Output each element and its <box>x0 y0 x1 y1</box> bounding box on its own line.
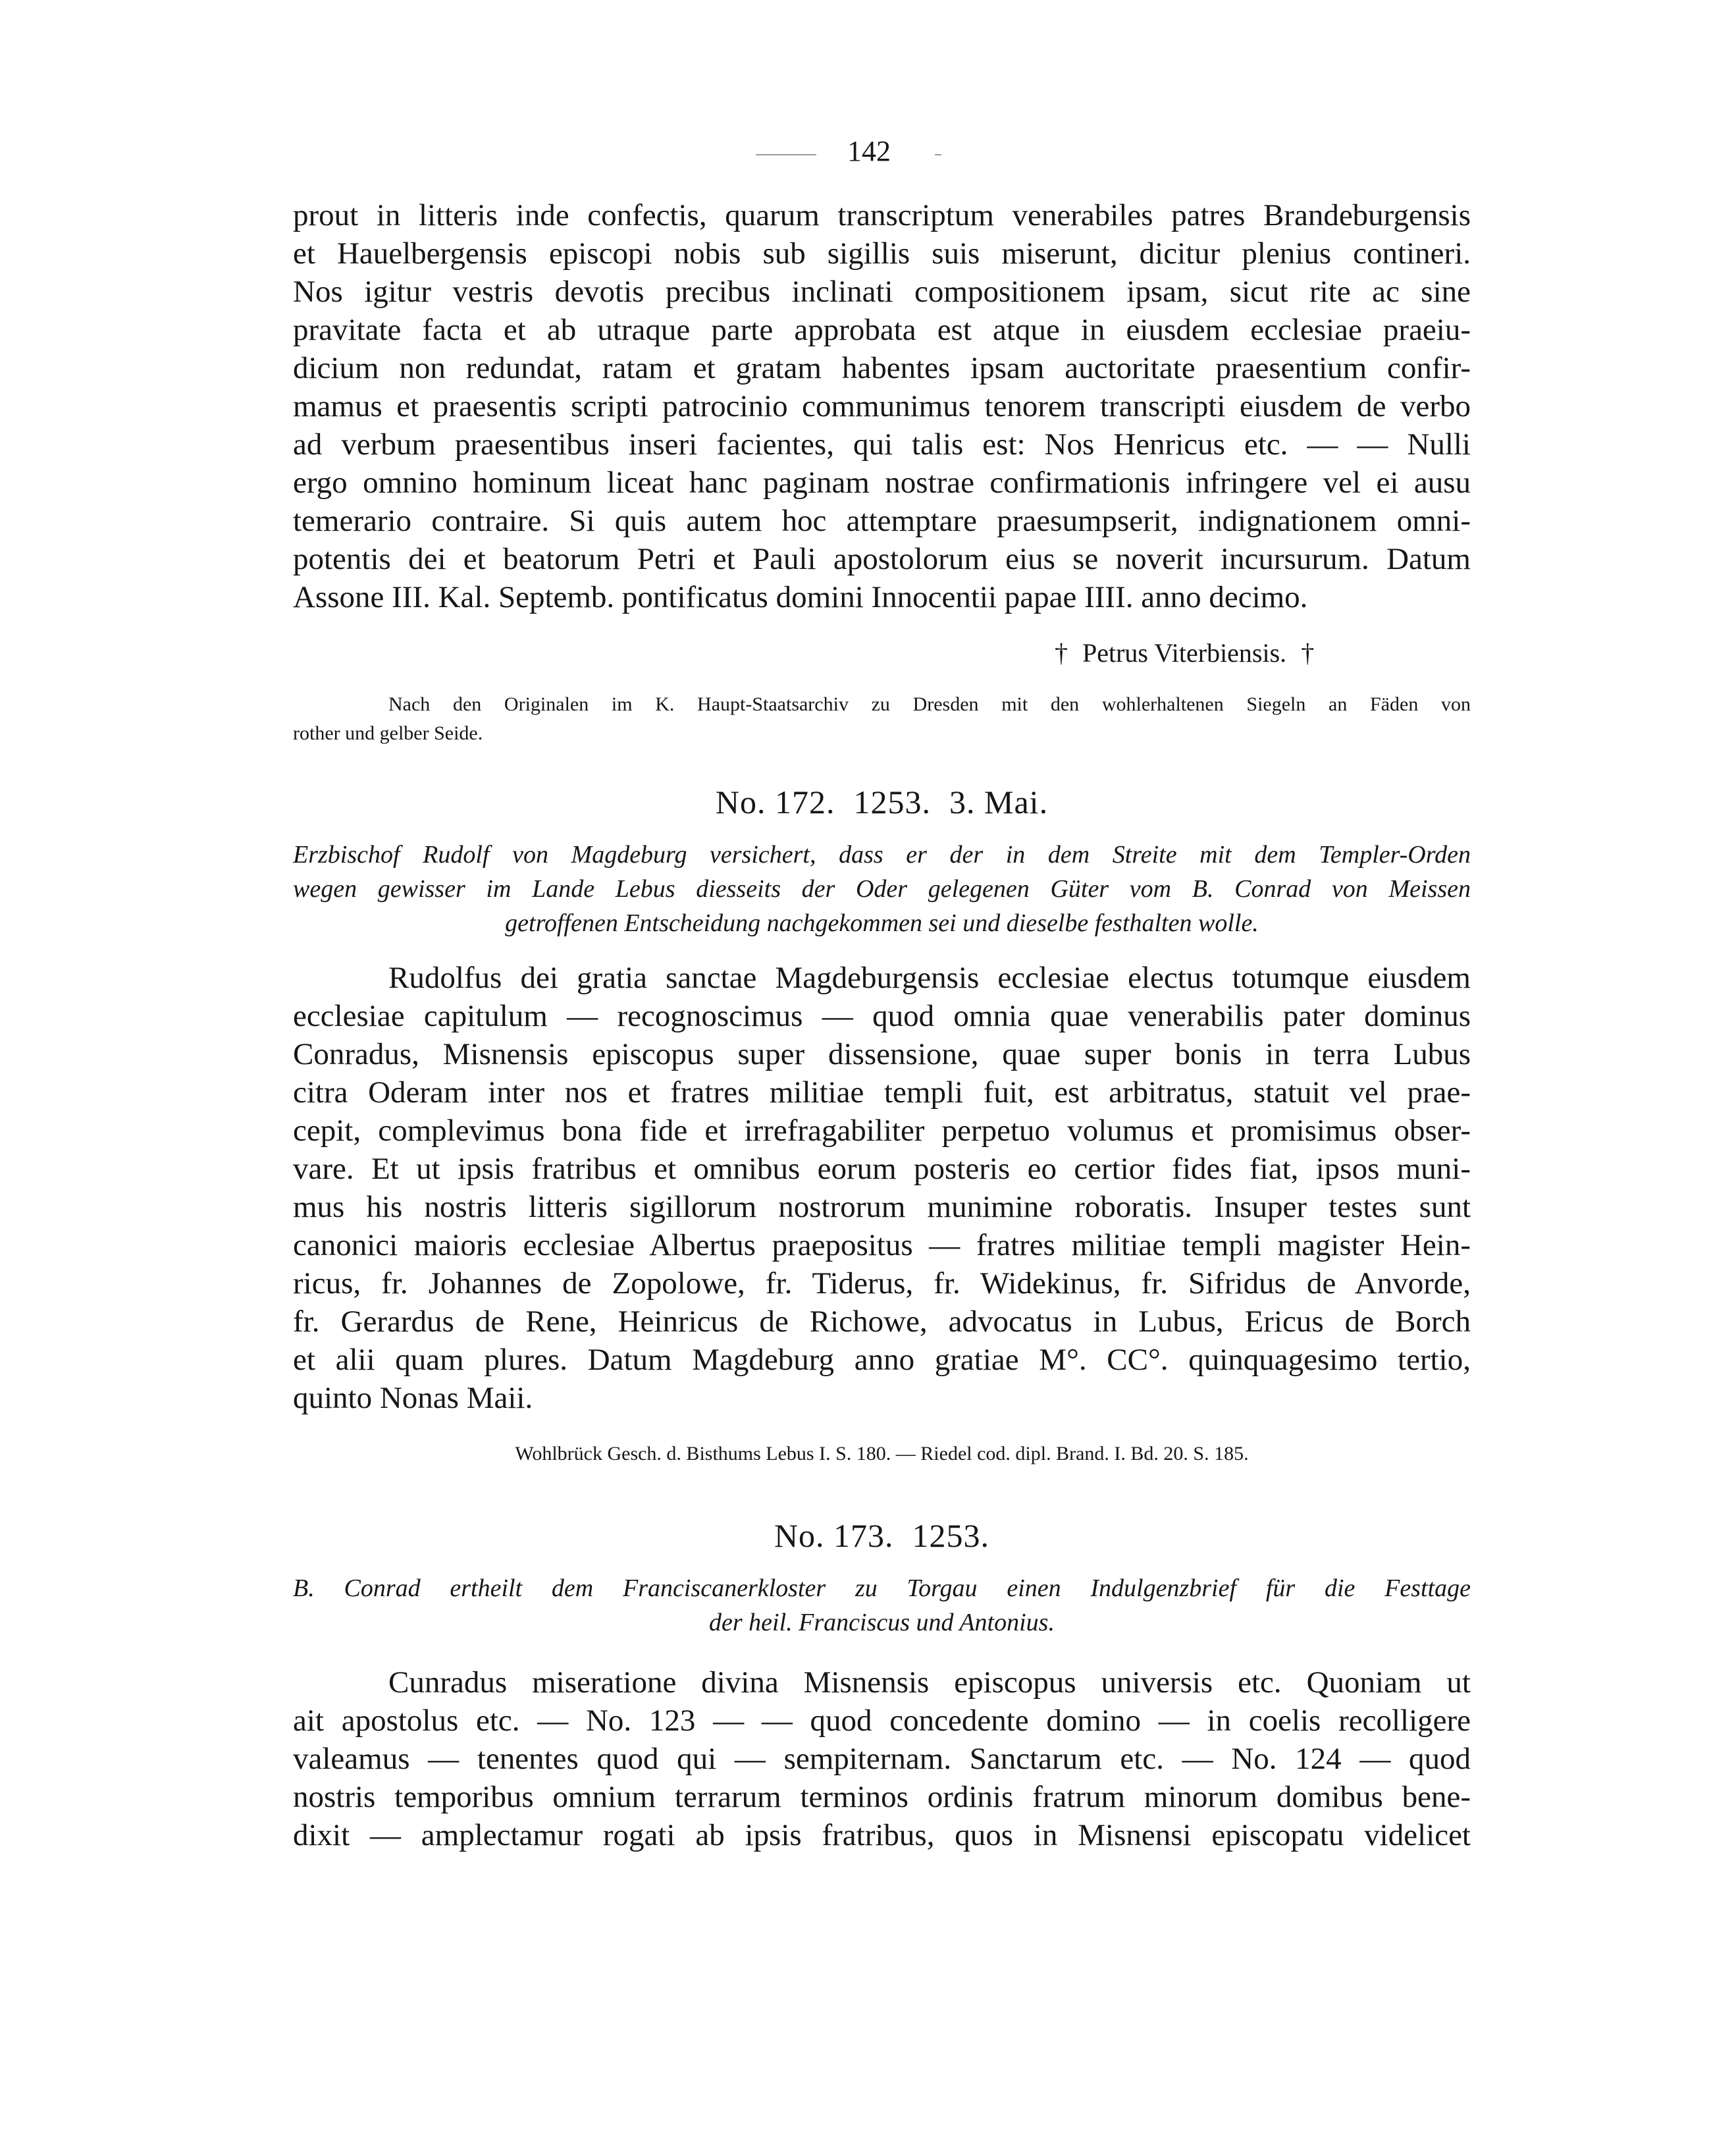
note-line: Wohlbrück Gesch. d. Bisthums Lebus I. S. 180. — Riedel cod. dipl. Brand. I. Bd. 20. S. 185. <box>515 1443 1249 1464</box>
doc172-text <box>293 959 1471 1417</box>
text-line: mamus et praesentis scripti patrocinio communimus tenorem transcripti eiusdem de verbo <box>293 389 1471 423</box>
text-line: dixit — amplectamur rogati ab ipsis fratribus, quos in Misnensi episcopatu videlicet <box>293 1818 1471 1852</box>
text-line: ergo omnino hominum liceat hanc paginam nostrae confirmationis infringere vel ei ausu <box>293 466 1471 500</box>
text-line: mus his nostris litteris sigillorum nostrorum munimine roboratis. Insuper testes sunt <box>293 1190 1471 1224</box>
doc172-summary <box>293 838 1471 940</box>
doc172-year: 1253. <box>853 784 932 820</box>
text-line: prout in litteris inde confectis, quarum transcriptum venerabiles patres Brandeburgensis <box>293 198 1471 232</box>
summary-line: Erzbischof Rudolf von Magdeburg versichert, dass er der in dem Streite mit dem Templer-Orden <box>293 841 1471 869</box>
doc173-text <box>293 1663 1471 1854</box>
dagger-left: † <box>1055 638 1068 668</box>
text-line: ait apostolus etc. — No. 123 — — quod concedente domino — in coelis recolligere <box>293 1704 1471 1738</box>
doc172-date: 3. Mai. <box>949 784 1049 820</box>
doc172-number: No. 172. <box>715 784 835 820</box>
text-line: Conradus, Misnensis episcopus super dissensione, quae super bonis in terra Lubus <box>293 1037 1471 1071</box>
header-rule-left <box>756 154 816 155</box>
summary-line: der heil. Franciscus und Antonius. <box>709 1609 1055 1636</box>
text-line: vare. Et ut ipsis fratribus et omnibus eorum posteris eo certior fides fiat, ipsos muni- <box>293 1152 1471 1186</box>
text-line: ad verbum praesentibus inseri facientes, qui talis est: Nos Henricus etc. — — Nulli <box>293 427 1471 462</box>
doc173-heading <box>293 1515 1471 1557</box>
summary-line: B. Conrad ertheilt dem Franciscanerkloster zu Torgau einen Indulgenzbrief für die Festtage <box>293 1574 1471 1602</box>
doc172-source-note <box>293 1439 1471 1468</box>
note-line: rother und gelber Seide. <box>293 722 483 744</box>
doc173-year: 1253. <box>912 1517 990 1554</box>
text-line: potentis dei et beatorum Petri et Pauli apostolorum eius se noverit incursurum. Datum <box>293 542 1471 576</box>
note-line: Nach den Originalen im K. Haupt-Staatsarchiv zu Dresden mit den wohlerhaltenen Siegeln an Fäden von <box>388 693 1471 715</box>
text-line: nostris temporibus omnium terrarum terminos ordinis fratrum minorum domibus bene- <box>293 1780 1471 1814</box>
continuation-text <box>293 196 1471 616</box>
summary-line: wegen gewisser im Lande Lebus diesseits der Oder gelegenen Güter vom B. Conrad von Meissen <box>293 875 1471 903</box>
doc173-summary <box>293 1571 1471 1640</box>
signature <box>1040 635 1328 672</box>
text-line: Rudolfus dei gratia sanctae Magdeburgensis ecclesiae electus totumque eiusdem <box>388 961 1471 995</box>
dagger-right: † <box>1301 638 1315 668</box>
text-line: ecclesiae capitulum — recognoscimus — quod omnia quae venerabilis pater dominus <box>293 999 1471 1033</box>
text-line: quinto Nonas Maii. <box>293 1381 533 1415</box>
text-line: et Hauelbergensis episcopi nobis sub sigillis suis miserunt, dicitur plenius contineri. <box>293 236 1471 271</box>
page-number: 142 <box>847 135 891 167</box>
text-line: fr. Gerardus de Rene, Heinricus de Richowe, advocatus in Lubus, Ericus de Borch <box>293 1304 1471 1339</box>
text-line: et alii quam plures. Datum Magdeburg anno gratiae M°. CC°. quinquagesimo tertio, <box>293 1343 1471 1377</box>
summary-line: getroffenen Entscheidung nachgekommen sei und dieselbe festhalten wolle. <box>505 909 1259 937</box>
text-line: Cunradus miseratione divina Misnensis episcopus universis etc. Quoniam ut <box>388 1665 1471 1700</box>
text-line: valeamus — tenentes quod qui — sempiternam. Sanctarum etc. — No. 124 — quod <box>293 1742 1471 1776</box>
text-line: ricus, fr. Johannes de Zopolowe, fr. Tiderus, fr. Widekinus, fr. Sifridus de Anvorde, <box>293 1266 1471 1301</box>
source-note-continuation <box>293 690 1471 748</box>
signature-name: Petrus Viterbiensis. <box>1082 638 1287 668</box>
text-line: dicium non redundat, ratam et gratam habentes ipsam auctoritate praesentium confir- <box>293 351 1471 385</box>
text-line: citra Oderam inter nos et fratres militiae templi fuit, est arbitratus, statuit vel prae- <box>293 1075 1471 1110</box>
text-line: canonici maioris ecclesiae Albertus praepositus — fratres militiae templi magister Hein- <box>293 1228 1471 1262</box>
text-line: Assone III. Kal. Septemb. pontificatus domini Innocentii papae IIII. anno decimo. <box>293 580 1308 614</box>
text-line: Nos igitur vestris devotis precibus inclinati compositionem ipsam, sicut rite ac sine <box>293 275 1471 309</box>
header-rule-right <box>935 154 941 155</box>
doc173-number: No. 173. <box>774 1517 894 1554</box>
text-line: cepit, complevimus bona fide et irrefragabiliter perpetuo volumus et promisimus obser- <box>293 1114 1471 1148</box>
doc172-heading <box>293 781 1471 823</box>
text-line: pravitate facta et ab utraque parte approbata est atque in eiusdem ecclesiae praeiu- <box>293 313 1471 347</box>
text-line: temerario contraire. Si quis autem hoc attemptare praesumpserit, indignationem omni- <box>293 504 1471 538</box>
